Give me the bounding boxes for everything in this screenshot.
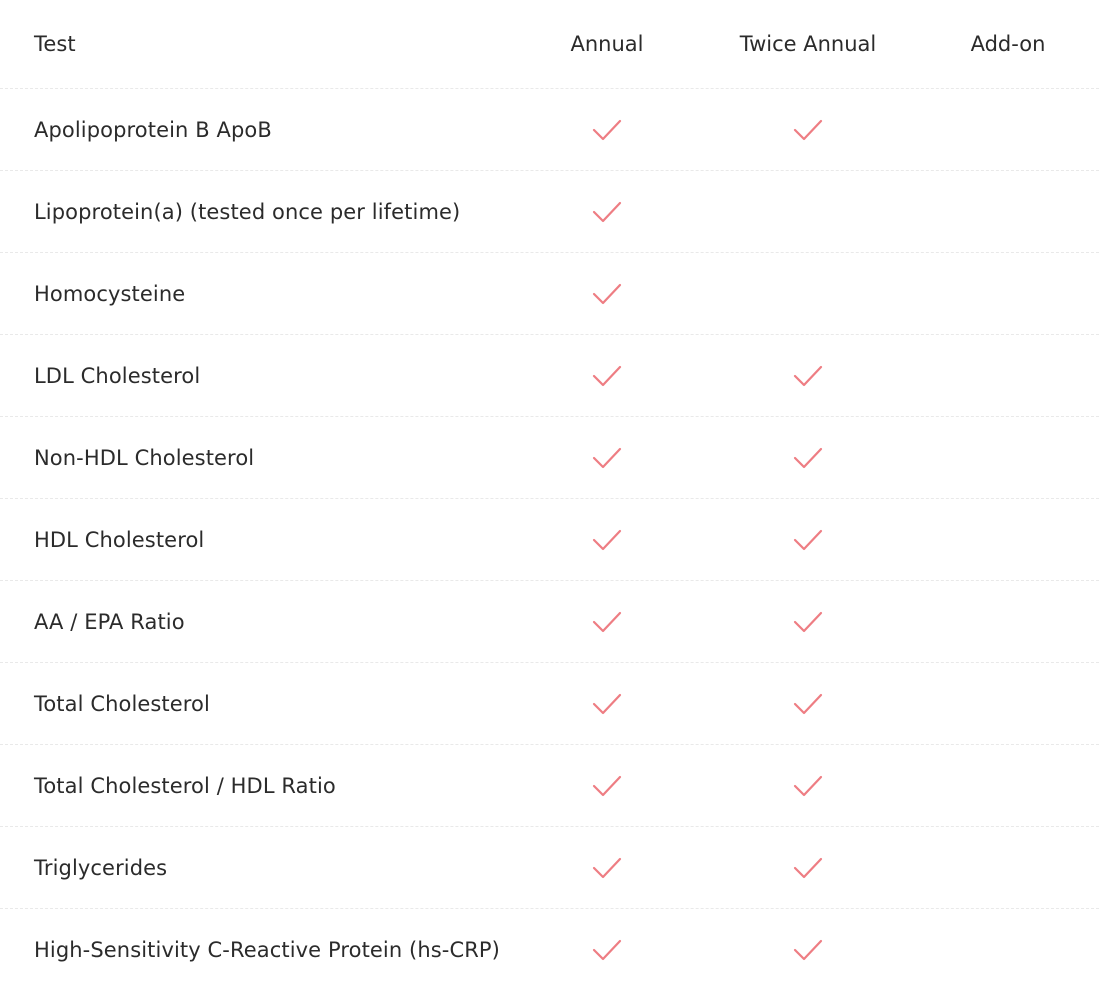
cell-add-on [908,499,1099,580]
column-header-test: Test [34,32,76,56]
test-name: Homocysteine [34,281,186,306]
check-icon [592,609,622,635]
cell-annual [507,335,707,416]
test-name: Total Cholesterol / HDL Ratio [34,773,336,798]
check-icon [793,117,823,143]
check-icon [592,445,622,471]
cell-twice-annual [708,663,908,744]
column-header-add-on: Add-on [970,32,1046,56]
test-name: LDL Cholesterol [34,363,201,388]
cell-twice-annual [708,171,908,252]
cell-annual [507,745,707,826]
column-header-twice-annual: Twice Annual [739,32,877,56]
cell-annual [507,909,707,991]
table-row [0,335,1099,417]
cell-add-on [908,253,1099,334]
table-row [0,909,1099,991]
check-icon [592,937,622,963]
check-icon [793,691,823,717]
cell-add-on [908,663,1099,744]
cell-twice-annual [708,499,908,580]
check-icon [793,527,823,553]
test-name: Triglycerides [34,855,168,880]
check-icon [793,609,823,635]
cell-add-on [908,417,1099,498]
cell-annual [507,89,707,170]
table-row [0,581,1099,663]
table-row [0,417,1099,499]
cell-add-on [908,89,1099,170]
check-icon [592,527,622,553]
cell-annual [507,581,707,662]
table-row [0,663,1099,745]
test-name: Lipoprotein(a) (tested once per lifetime) [34,199,461,224]
column-header-annual: Annual [570,32,644,56]
check-icon [592,117,622,143]
cell-add-on [908,581,1099,662]
cell-twice-annual [708,581,908,662]
cell-annual [507,827,707,908]
cell-twice-annual [708,253,908,334]
check-icon [592,363,622,389]
cell-annual [507,499,707,580]
cell-add-on [908,171,1099,252]
cell-twice-annual [708,827,908,908]
check-icon [793,937,823,963]
table-row [0,827,1099,909]
test-name: Apolipoprotein B ApoB [34,117,272,142]
cell-add-on [908,909,1099,991]
cell-twice-annual [708,89,908,170]
cell-twice-annual [708,745,908,826]
table-row [0,171,1099,253]
table-body [0,89,1099,991]
cell-add-on [908,335,1099,416]
table-header-row [0,0,1099,89]
cell-add-on [908,827,1099,908]
check-icon [793,855,823,881]
check-icon [793,445,823,471]
cell-twice-annual [708,417,908,498]
cell-twice-annual [708,909,908,991]
table-row [0,89,1099,171]
cell-annual [507,417,707,498]
check-icon [592,773,622,799]
cell-twice-annual [708,335,908,416]
test-name: HDL Cholesterol [34,527,205,552]
cell-annual [507,171,707,252]
table-row [0,499,1099,581]
test-name: High-Sensitivity C-Reactive Protein (hs-CRP) [34,938,500,962]
check-icon [592,691,622,717]
check-icon [793,363,823,389]
test-name: AA / EPA Ratio [34,609,185,634]
table-row [0,253,1099,335]
test-name: Total Cholesterol [34,691,210,716]
table-row [0,745,1099,827]
check-icon [592,281,622,307]
check-icon [592,199,622,225]
check-icon [793,773,823,799]
cell-add-on [908,745,1099,826]
test-name: Non-HDL Cholesterol [34,445,255,470]
check-icon [592,855,622,881]
cell-annual [507,663,707,744]
cell-annual [507,253,707,334]
